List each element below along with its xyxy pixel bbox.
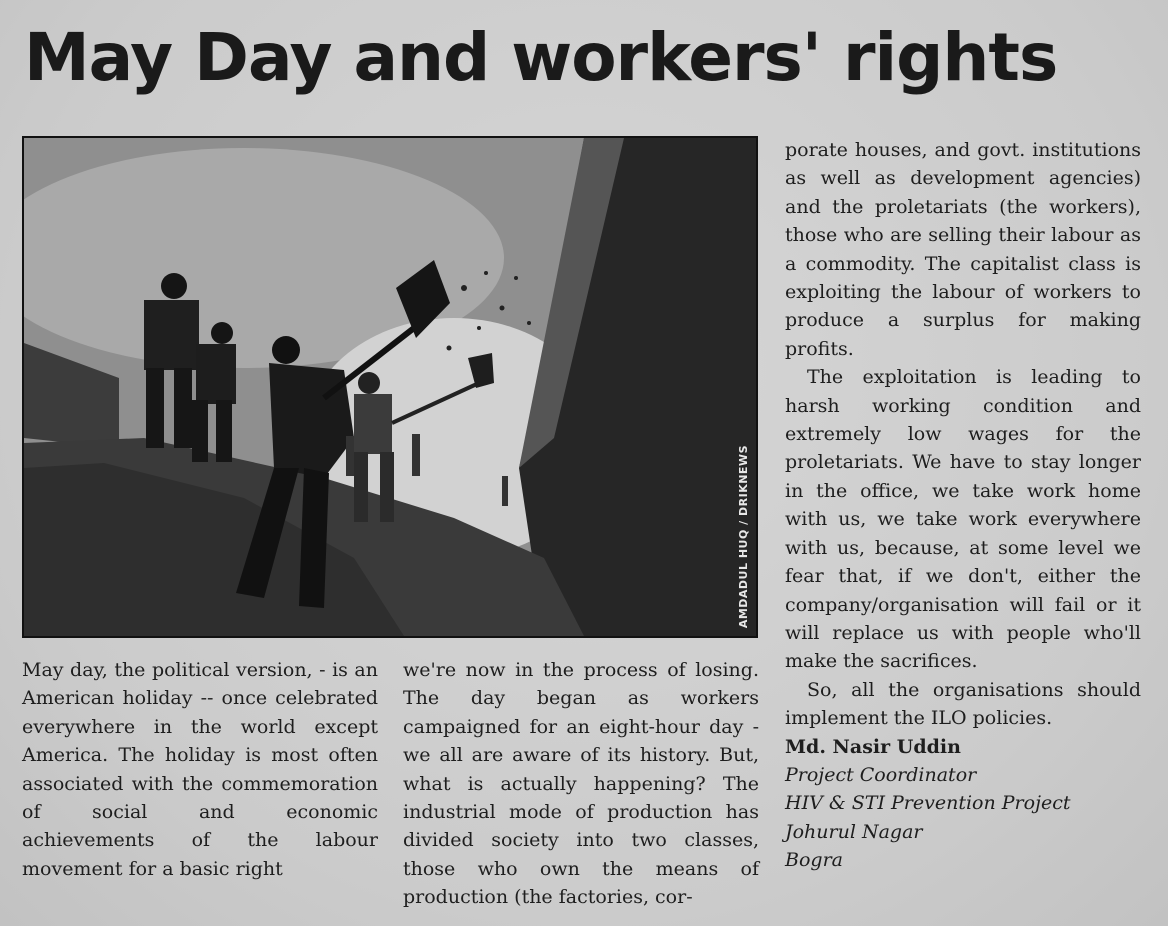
column-2-text: we're now in the process of losing. The day began as workers campaigned for an eight-hour day - we all are aware of its history. But, what is actually happening? The industrial mode of production has divided society into two classes, those who own the means of production (the factories, cor- — [403, 659, 759, 909]
column-3 — [785, 136, 1141, 875]
column-1 — [22, 656, 378, 883]
photo-credit: AMDADUL HUQ / DRIKNEWS — [737, 444, 750, 628]
signature-place: Johurul Nagar — [785, 820, 923, 843]
signature-name: Md. Nasir Uddin — [785, 735, 961, 758]
column-3-paragraph-1: porate houses, and govt. institutions as well as development agencies) and the proletariats (the workers), those who are selling their labour as a commodity. The capitalist class is exploiting the labour of workers to produce a surplus for making profits. — [785, 139, 1141, 360]
article-photo — [22, 136, 758, 638]
column-1-text: May day, the political version, - is an American holiday -- once celebrated everywhere in the world except America. The holiday is most often associated with the commemoration of social and economic achievements of the labour movement for a basic right — [22, 659, 378, 880]
signature-project: HIV & STI Prevention Project — [785, 792, 1071, 815]
column-3-paragraph-3: So, all the organisations should implement the ILO policies. — [785, 678, 1141, 730]
workers-digging-illustration — [24, 138, 756, 636]
headline: May Day and workers' rights — [24, 19, 1058, 96]
column-2 — [403, 656, 759, 912]
column-3-paragraph-2: The exploitation is leading to harsh working condition and extremely low wages for the proletariats. We have to stay longer in the office, we take work home with us, we take work everywhere with us, because, at some level we fear that, if we don't, either the company/organisation will fail or it will replace us with people who'll make the sacrifices. — [785, 366, 1141, 673]
signature-title: Project Coordinator — [785, 763, 977, 786]
signature-city: Bogra — [785, 849, 843, 872]
